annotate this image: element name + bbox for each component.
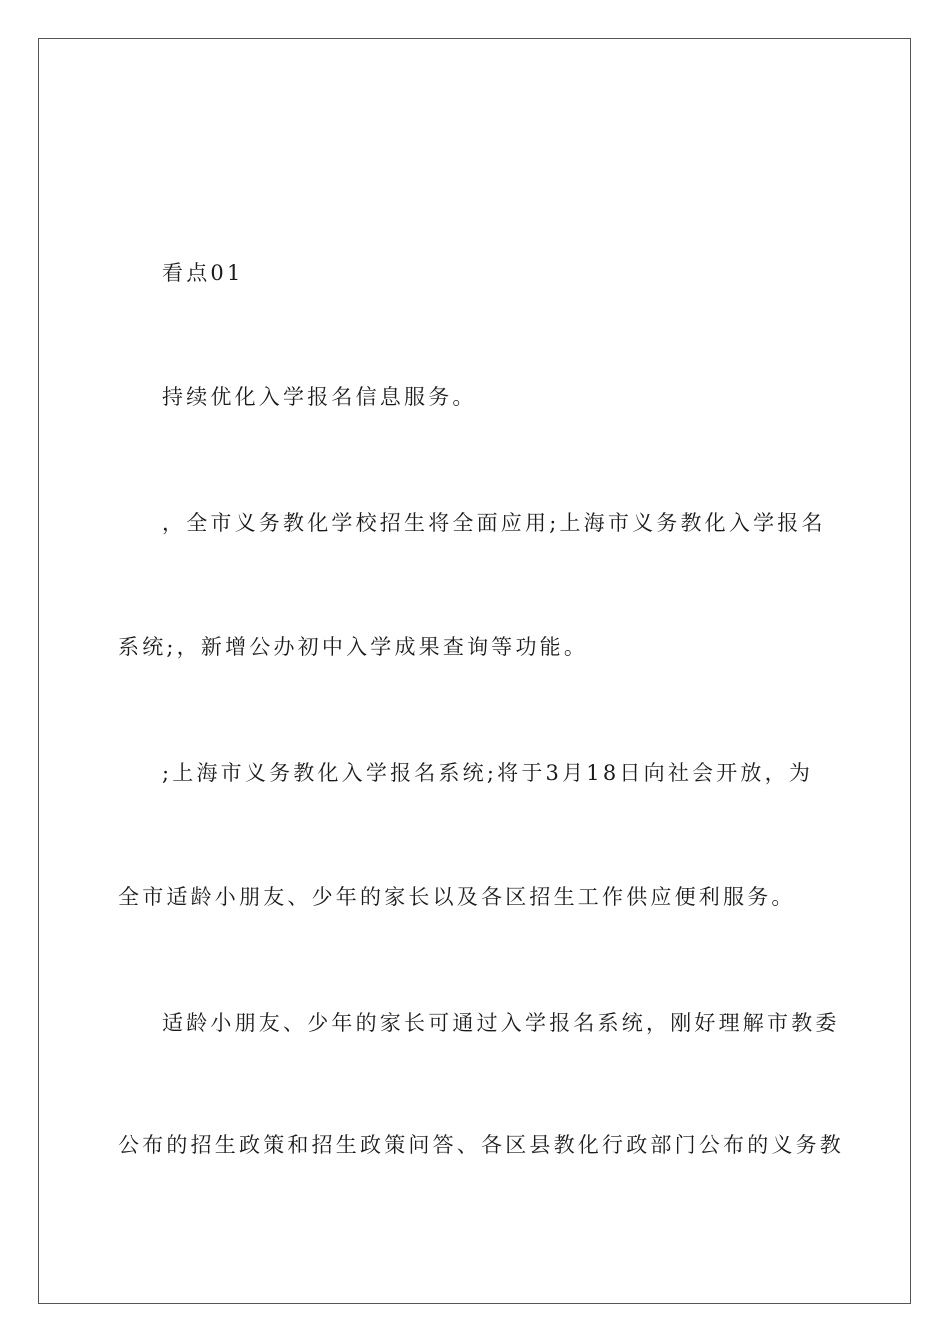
paragraph-line: ;上海市义务教化入学报名系统;将于3月18日向社会开放，为 <box>162 761 814 785</box>
paragraph-line: 持续优化入学报名信息服务。 <box>162 385 477 409</box>
paragraph-line: 全市适龄小朋友、少年的家长以及各区招生工作供应便利服务。 <box>118 885 796 909</box>
section-heading: 看点01 <box>162 261 244 285</box>
page-border <box>38 38 911 1304</box>
paragraph-line: ，全市义务教化学校招生将全面应用;上海市义务教化入学报名 <box>162 511 826 535</box>
paragraph-line: 适龄小朋友、少年的家长可通过入学报名系统，刚好理解市教委 <box>162 1011 840 1035</box>
paragraph-line: 公布的招生政策和招生政策问答、各区县教化行政部门公布的义务教 <box>118 1133 844 1157</box>
paragraph-line: 系统;，新增公办初中入学成果查询等功能。 <box>118 635 589 659</box>
